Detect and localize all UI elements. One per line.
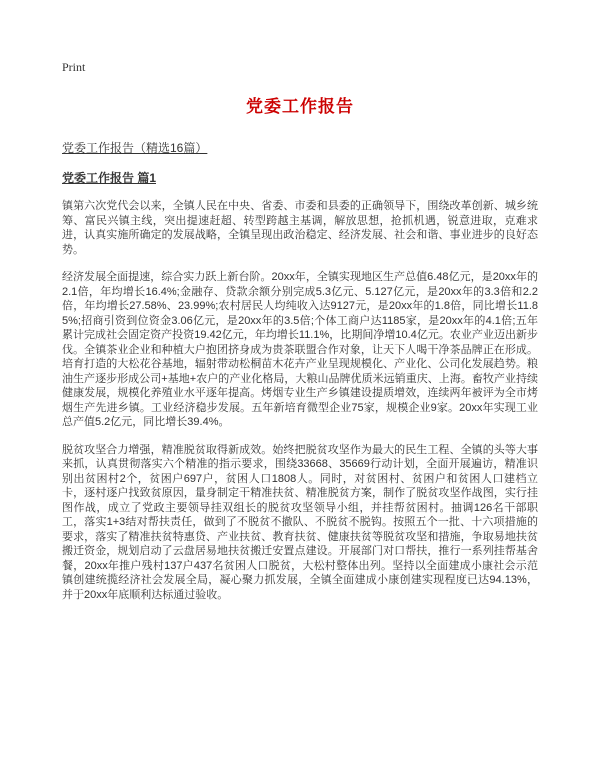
section-heading: 党委工作报告 篇1 — [62, 171, 157, 185]
print-link[interactable]: Print — [62, 60, 86, 74]
document-body — [62, 199, 538, 602]
doc-subtitle: 党委工作报告（精选16篇） — [62, 141, 208, 155]
section-heading-row — [62, 157, 538, 187]
subtitle-row — [62, 139, 207, 156]
paragraph: 镇第六次党代会以来，全镇人民在中央、省委、市委和县委的正确领导下，围绕改革创新、城乡统筹、富民兴镇主线，突出提速赶超、转型跨越主基调，解放思想，抢抓机遇，锐意进取，克难求进，认真实施所确定的发展战略，全镇呈现出政治稳定、经济发展、社会和谐、事业进步的良好态势。 — [62, 200, 538, 256]
paragraph: 经济发展全面提速，综合实力跃上新台阶。20xx年，全镇实现地区生产总值6.48亿元，是20xx年的2.1倍，年均增长16.4%;金融存、贷款余额分别完成5.3亿元、5.127亿元，是20xx年的3.3倍和2.2倍，年均增长27.58%、23.99%;农村居民人均纯收入达9127元，是20xx年的1.8倍，同比增长11.85%;招商引资到位资金3.06亿元，是20xx年的3.5倍;个体工商户达1185家，是20xx年的4.1倍;五年累计完成社会固定资产投资19.42亿元，年均增长11.1%，比期间净增10.4亿元。农业产业迈出新步伐。全镇茶业企业和种植大户抱团挤身成为贵茶联盟合作对象，让天下人喝干净茶品牌正在形成。培育打造的大松花谷基地，辐射带动松桐苗木花卉产业呈现规模化、产业化、公司化发展趋势。粮油生产逐步形成公司+基地+农户的产业化格局，大粮山品牌优质米远销重庆、上海。畜牧产业持续健康发展，规模化养殖业水平逐年提高。烤烟专业生产乡镇建设提质增效，连续两年被评为全市烤烟生产先进乡镇。工业经济稳步发展。五年新培育微型企业75家，规模企业9家。20xx年实现工业总产值5.2亿元，同比增长39.4%。 — [62, 271, 538, 428]
page-title: 党委工作报告 — [246, 97, 354, 116]
paragraph: 脱贫攻坚合力增强，精准脱贫取得新成效。始终把脱贫攻坚作为最大的民生工程、全镇的头等大事来抓，认真贯彻落实六个精准的指示要求，围绕33668、35669行动计划，全面开展遍访，精准识别出贫困村2个，贫困户697户，贫困人口1808人。同时，对贫困村、贫困户和贫困人口建档立卡，逐村逐户找致贫原因，量身制定干精准扶贫、精准脱贫方案，制作了脱贫攻坚作战图，实行挂图作战，成立了党政主要领导挂双组长的脱贫攻坚领导小组，并挂帮贫困村。抽调126名干部职工，落实1+3结对帮扶责任，做到了不脱贫不撤队、不脱贫不脱钩。按照五个一批、十六项措施的要求，落实了精准扶贫特惠贷、产业扶贫、教育扶贫、健康扶贫等脱贫攻坚和措施，争取易地扶贫搬迁资金，规划启动了云盘居易地扶贫搬迁安置点建设。开展部门对口帮扶，推行一系列挂帮基舍餐，20xx年推户残村137户437名贫困人口脱贫，大松村整体出列。坚持以全面建成小康社会示范镇创建统揽经济社会发展全局，凝心聚力抓发展，全镇全面建成小康创建实现程度已达94.13%，并于20xx年底顺利达标通过验收。 — [62, 443, 538, 601]
